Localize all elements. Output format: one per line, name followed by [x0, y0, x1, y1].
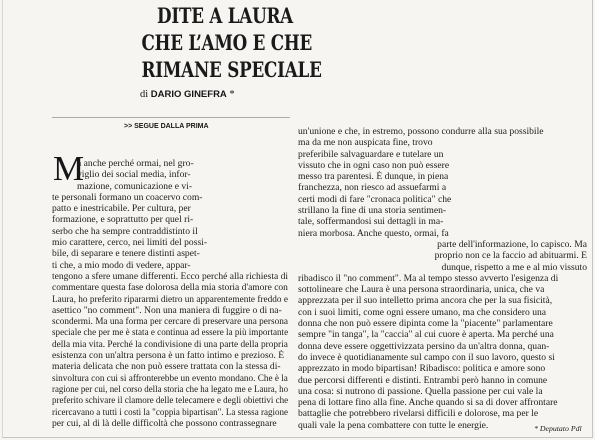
text-line: speciale che per me è stata e continua ad essere la più importante — [52, 327, 288, 339]
text-line: esistenza con un'altra persona è un fatto intimo e prezioso. È — [52, 350, 285, 362]
text-line: te personali formano un coacervo com- — [52, 191, 203, 203]
text-line: quali vale la pena combattere con tutte le energie. — [298, 419, 489, 431]
headline-line-1: DITE A LAURA — [157, 4, 293, 29]
text-line: donna deve essere oggettivizzata persino da un'altra donna, quan- — [298, 340, 550, 352]
text-line: una cosa: si nutrono di passione. Quella passione per cui vale la — [298, 385, 543, 397]
text-line: Laura, ho preferito ripararmi dietro un apparentemente freddo e — [52, 293, 288, 305]
headline-line-2: CHE L’AMO E CHE — [141, 31, 313, 56]
text-line: tale, soffermandosi sui dettagli in ma- — [298, 216, 444, 228]
text-line: per cui, al di là delle difficoltà che possono contrassegnare — [52, 417, 277, 429]
text-line: con i suoi limiti, come ogni essere umano, ma che considero una — [298, 306, 547, 318]
text-line: ti che, a mio modo di vedere, appar- — [52, 259, 191, 271]
text-line: tengono a sfere umane differenti. Ecco perché alla richiesta di — [52, 270, 288, 282]
text-line: mio carattere, cerco, nei limiti del possi- — [52, 237, 208, 249]
text-line: strillano la fine di una storia sentimen- — [298, 205, 447, 217]
headline — [141, 3, 322, 84]
text-line: do invece è quotidianamente sul campo con il suo lavoro, questo si — [298, 351, 555, 363]
text-line: pena di lottare fino alla fine. Anche quando si sa di dover affrontare — [298, 397, 558, 409]
text-line: materia delicata che non può essere trattata con la stessa di- — [52, 361, 281, 373]
text-line: asettico "no comment". Non una maniera di fuggire o di na- — [52, 304, 282, 316]
text-line: due percorsi differenti e distinti. Entrambi però hanno in comune — [298, 374, 548, 386]
continued-from-front-label: >> SEGUE DALLA PRIMA — [124, 123, 209, 130]
text-line: della mia vita. Perché la condivisione di una parte della propria — [52, 338, 288, 350]
byline — [140, 89, 235, 101]
text-line: ricercavano a tutti i costi la "coppia bipartisan". La stessa ragione — [52, 406, 288, 418]
text-line: dunque, rispetto a me e al mio vissuto — [441, 261, 587, 273]
text-line: preferito schivare il clamore delle telecamere e degli obiettivi che — [52, 395, 288, 407]
text-line: commentare questa fase dolorosa della mia storia d'amore con — [52, 282, 288, 294]
text-line: proprio non ce la faccio ad abituarmi. E — [434, 250, 587, 262]
text-line: ma da me non auspicata fine, trovo — [298, 137, 433, 149]
text-line: mazione, comunicazione e vi- — [77, 180, 193, 192]
text-line: serbo che ha sempre contraddistinto il — [52, 225, 198, 237]
text-line: battaglie che potrebbero rivelarsi difficili e dolorose, ma per le — [298, 408, 539, 420]
text-line: patto e inestricabile. Per cultura, per — [52, 203, 191, 215]
text-line: certi modi di fare "cronaca politica" che — [298, 193, 452, 205]
drop-cap: M — [53, 149, 85, 188]
text-line: formazione, e soprattutto per quel ri- — [52, 214, 194, 226]
left-text-column — [52, 149, 288, 429]
byline-author: DARIO GINEFRA — [150, 89, 227, 100]
byline-prefix: di — [140, 89, 149, 100]
byline-divider — [52, 117, 290, 118]
right-text-column — [298, 126, 587, 431]
text-line: donna che non può essere dipinta come la "piacente" parlamentare — [298, 318, 553, 330]
text-line: franchezza, non riesco ad assuefarmi a — [298, 182, 447, 194]
headline-line-3: RIMANE SPECIALE — [141, 58, 322, 83]
text-line: apprezzato in modo bipartisan! Ribadisco: politica e amore sono — [298, 363, 546, 375]
text-line: apprezzata per il suo intelletto prima ancora che per la sua fisicità, — [298, 295, 553, 307]
text-line: preferibile salvaguardare e tutelare un — [298, 148, 444, 160]
text-line: sottolineare che Laura è una persona straordinaria, unica, che va — [298, 284, 545, 296]
text-line: ribadisco il "no comment". Ma al tempo stesso avverto l'esigenza di — [298, 272, 559, 284]
text-line: scondermi. Ma una forma per cercare di preservare una persona — [52, 316, 288, 328]
text-line: ragione per cui, nel corso della storia che ha legato me e Laura, ho — [52, 383, 288, 395]
text-line: bile, di separare e tenere distinti aspet- — [52, 248, 200, 260]
text-line: a anche perché ormai, nel gro- — [77, 158, 194, 169]
text-line: vissuto che in ogni caso non può essere — [298, 159, 450, 171]
author-footnote: * Deputato Pdl — [534, 424, 582, 433]
byline-marker: * — [229, 89, 235, 100]
text-line: un'unione e che, in estremo, possono condurre alla sua possibile — [298, 126, 544, 137]
text-line: parte dell'informazione, lo capisco. Ma — [437, 238, 587, 250]
text-line: niera morbosa. Anche questo, ormai, fa — [298, 227, 449, 239]
text-line: sempre "in tanga", la "caccia" al cui cuore è aperta. Ma perché una — [298, 329, 554, 341]
text-line: sinvoltura con cui si affronterebbe un evento mondano. Che è la — [52, 372, 288, 384]
text-line: viglio dei social media, infor- — [77, 169, 191, 181]
text-line: messo tra parentesi. È dunque, in piena — [298, 171, 449, 183]
